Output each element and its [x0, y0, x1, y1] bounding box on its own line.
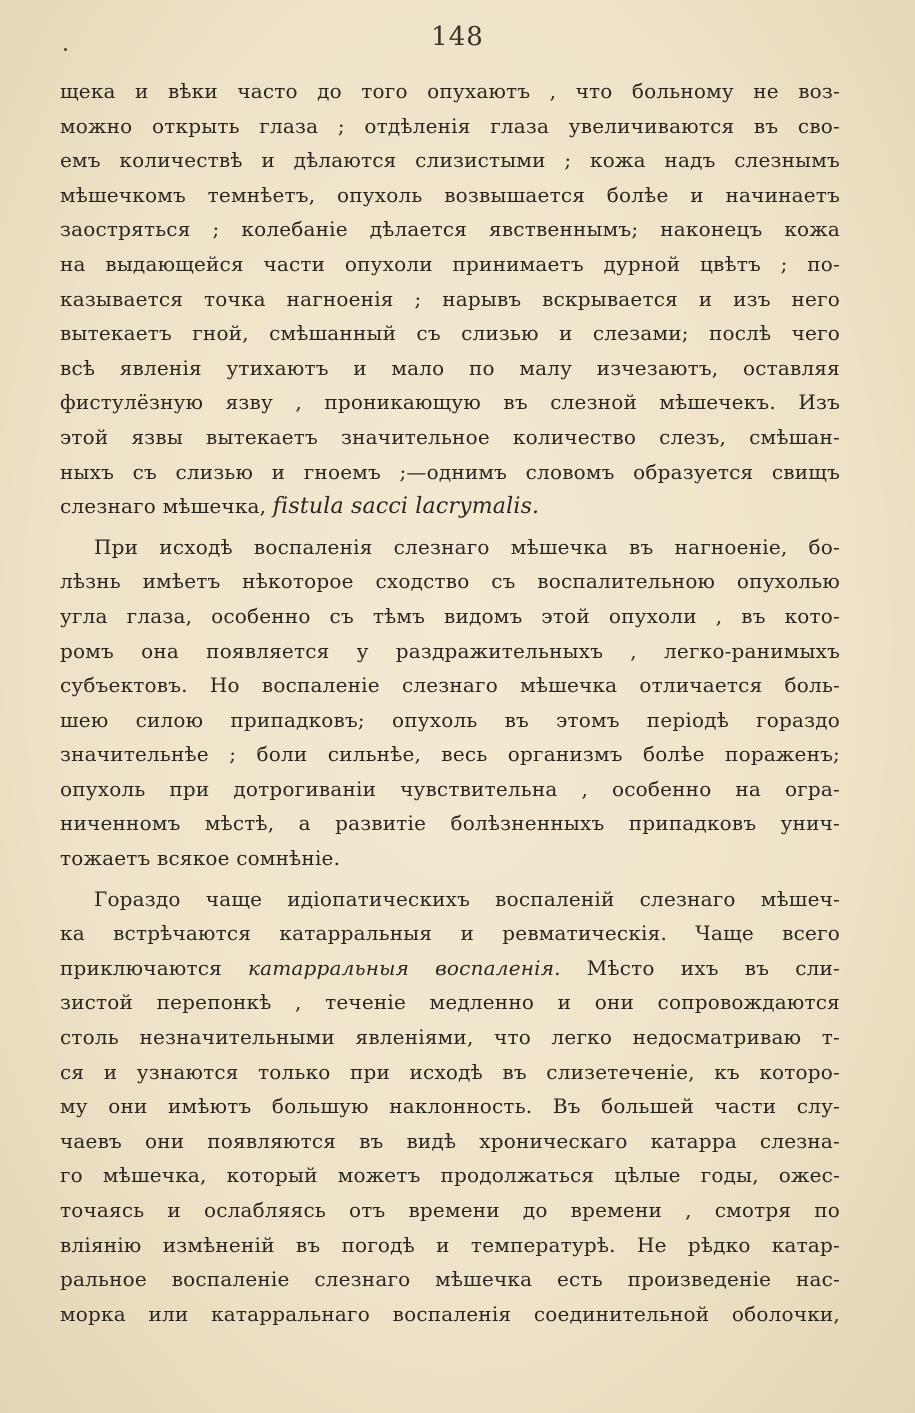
text-line: чаевъ они появляются въ видѣ хроническаго катарра слезна- [60, 1128, 840, 1153]
text-line: на выдающейся части опухоли принимаетъ дурной цвѣтъ ; по- [60, 251, 840, 276]
text-line: При исходѣ воспаленія слезнаго мѣшечка въ нагноеніе, бо- [94, 534, 840, 559]
text-line: морка или катарральнаго воспаленія соединительной оболочки, [60, 1301, 840, 1326]
text-line: го мѣшечка, который можетъ продолжаться цѣлые годы, ожес- [60, 1163, 840, 1188]
text-line: емъ количествѣ и дѣлаются слизистыми ; кожа надъ слезнымъ [60, 148, 840, 173]
text-line: вліянію измѣненій въ погодѣ и температурѣ. Не рѣдко катар- [60, 1232, 840, 1257]
text-line: столь незначительными явленіями, что легко недосматриваю т- [60, 1025, 840, 1050]
text-line: вытекаетъ гной, смѣшанный съ слизью и слезами; послѣ чего [60, 321, 840, 346]
text-line: точаясь и ослабляясь отъ времени до времени , смотря по [60, 1198, 840, 1222]
text-line: лѣзнь имѣетъ нѣкоторое сходство съ воспалительною опухолью [60, 569, 840, 594]
text-line: ся и узнаются только при исходѣ въ слизетеченіе, къ которо- [60, 1059, 840, 1084]
text-line [60, 951, 840, 986]
text-line: ка встрѣчаются катарральныя и ревматическія. Чаще всего [60, 921, 840, 946]
text-segment: слезнаго мѣшечка, [60, 494, 267, 519]
page-number: 148 [431, 22, 484, 52]
text-line: опухоль при дотрогиваніи чувствительна , особенно на огра- [60, 776, 840, 801]
text-line: фистулёзную язву , проникающую въ слезной мѣшечекъ. Изъ [60, 390, 840, 415]
text-line: ныхъ съ слизью и гноемъ ;—однимъ словомъ образуется свищъ [60, 459, 840, 484]
text-line: щека и вѣки часто до того опухаютъ , что больному не воз- [60, 79, 840, 103]
text-line: заостряться ; колебаніе дѣлается явственнымъ; наконецъ кожа [60, 217, 840, 242]
text-line: этой язвы вытекаетъ значительное количество слезъ, смѣшан- [60, 424, 840, 449]
text-line: тожаетъ всякое сомнѣніе. [60, 846, 341, 871]
text-line: мѣшечкомъ темнѣетъ, опухоль возвышается болѣе и начинаетъ [60, 182, 840, 207]
text-line: зистой перепонкѣ , теченіе медленно и они сопровождаются [60, 990, 840, 1015]
ink-speck [64, 48, 67, 51]
text-line: му они имѣютъ большую наклонность. Въ большей части слу- [60, 1094, 840, 1119]
paragraph-1 [60, 74, 840, 524]
text-line: значительнѣе ; боли сильнѣе, весь организмъ болѣе пораженъ; [60, 742, 840, 767]
text-line [60, 489, 840, 524]
text-line: казывается точка нагноенія ; нарывъ вскрывается и изъ него [60, 286, 840, 311]
text-line: угла глаза, особенно съ тѣмъ видомъ этой опухоли , въ кото- [60, 603, 840, 628]
italic-term: катарральныя воспаленія. [248, 955, 561, 980]
text-line: Гораздо чаще идіопатическихъ воспаленій слезнаго мѣшеч- [94, 886, 840, 911]
text-line: субъектовъ. Но воспаленіе слезнаго мѣшечка отличается боль- [60, 673, 840, 698]
paragraph-3 [60, 882, 840, 1332]
latin-term: fistula sacci lacrymalis. [272, 494, 540, 520]
text-line: шею силою припадковъ; опухоль въ этомъ періодѣ гораздо [60, 707, 840, 732]
paragraph-2 [60, 530, 840, 876]
text-line: ромъ она появляется у раздражительныхъ , легко-ранимыхъ [60, 638, 840, 663]
text-line: всѣ явленія утихаютъ и мало по малу изчезаютъ, оставляя [60, 355, 840, 380]
text-segment: приключаются [60, 955, 222, 980]
text-line: можно открыть глаза ; отдѣленія глаза увеличиваются въ сво- [60, 113, 840, 138]
text-segment: Мѣсто ихъ въ сли- [586, 955, 840, 980]
text-line: ниченномъ мѣстѣ, а развитіе болѣзненныхъ припадковъ унич- [60, 811, 840, 836]
body-text [60, 74, 840, 1331]
text-line: ральное воспаленіе слезнаго мѣшечка есть произведеніе нас- [60, 1267, 840, 1292]
